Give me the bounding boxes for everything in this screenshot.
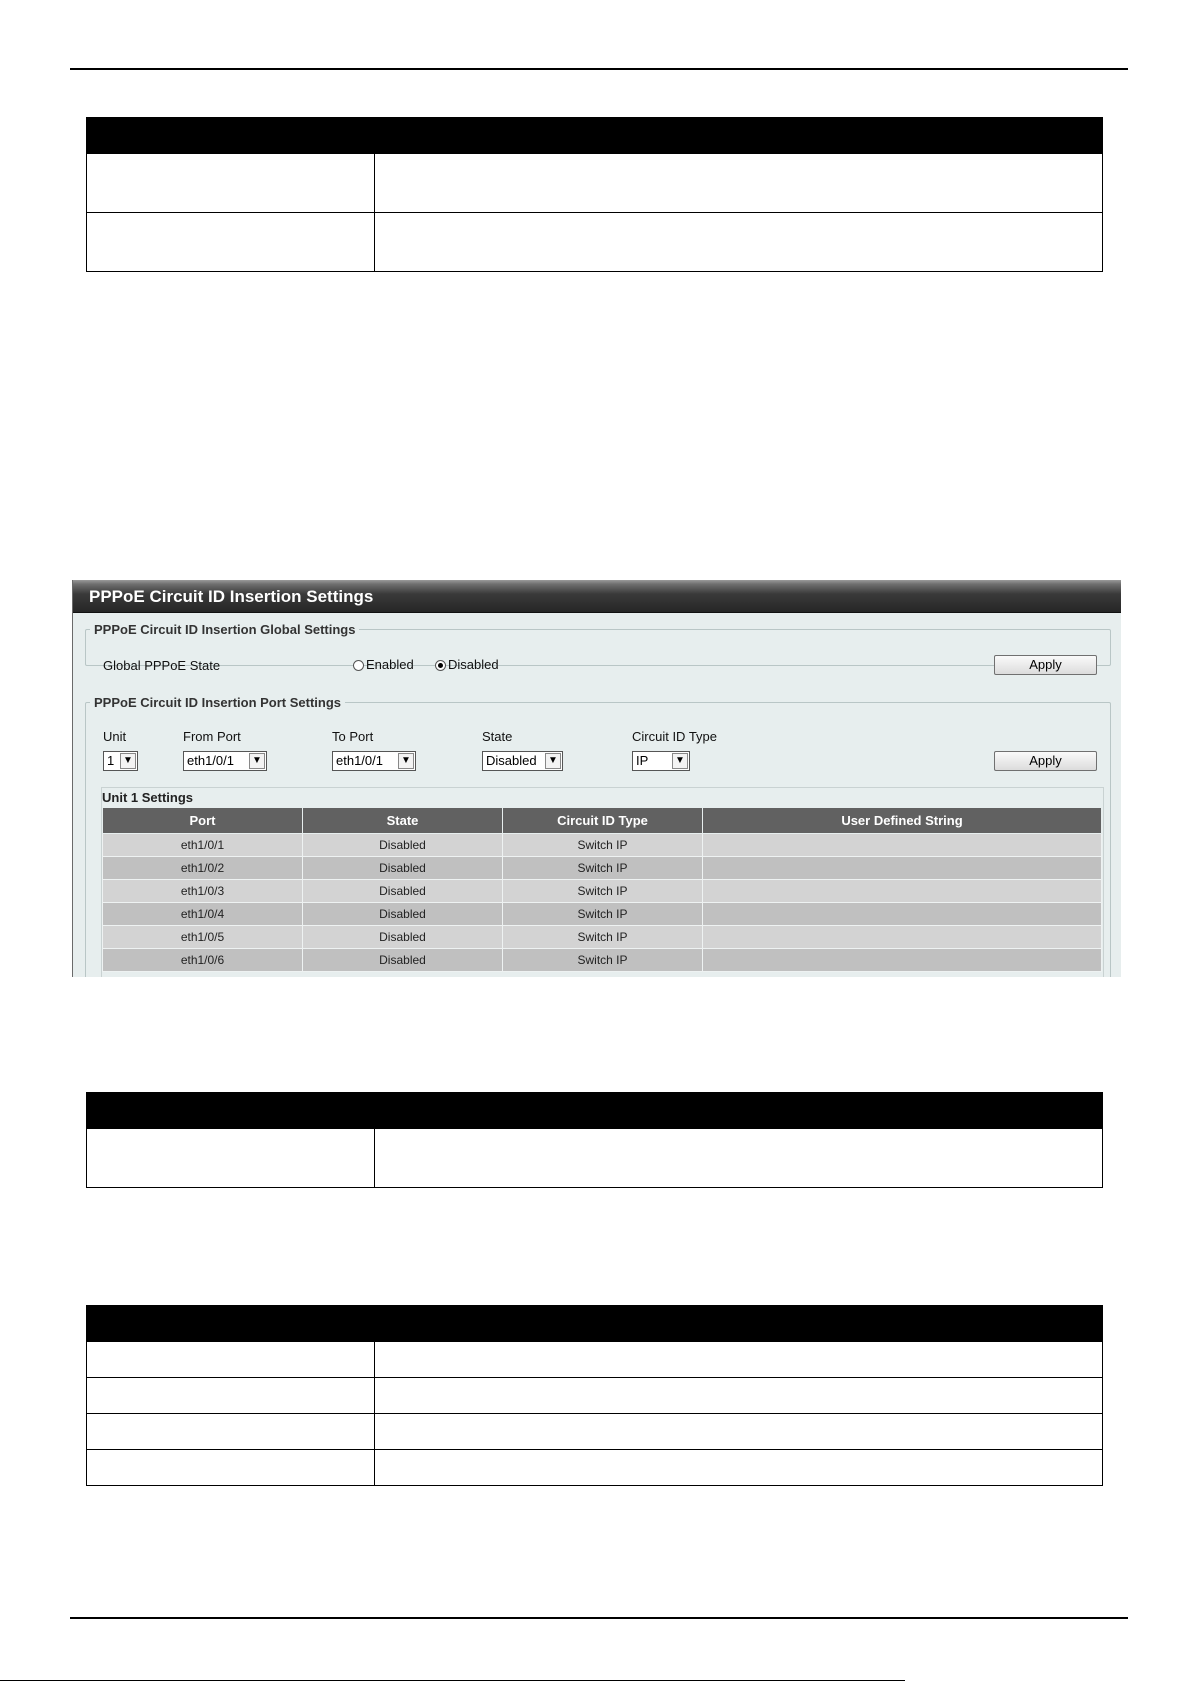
- circuit-id-type-cell: Switch IP: [503, 903, 703, 926]
- user-defined-string-cell: [703, 949, 1102, 972]
- column-header-user-defined-string: User Defined String: [703, 808, 1102, 834]
- doc-cell: [87, 154, 375, 213]
- global-pppoe-state-label: Global PPPoE State: [103, 658, 221, 673]
- global-settings-group: [85, 622, 1111, 666]
- table-row: [103, 949, 1102, 972]
- port-cell: eth1/0/3: [103, 880, 303, 903]
- table-row: [103, 834, 1102, 857]
- circuit-id-type-select-value: IP: [636, 753, 649, 768]
- doc-cell: [375, 1342, 1103, 1378]
- port-cell: eth1/0/5: [103, 926, 303, 949]
- user-defined-string-cell: [703, 903, 1102, 926]
- to-port-select[interactable]: [332, 751, 416, 771]
- disabled-radio-label: Disabled: [448, 657, 499, 672]
- chevron-down-icon: ▼: [672, 753, 688, 769]
- doc-cell: [87, 1450, 375, 1486]
- chevron-down-icon: ▼: [545, 753, 561, 769]
- doc-cell: [87, 1342, 375, 1378]
- footer-rule: [70, 1617, 1128, 1619]
- table-row: [103, 857, 1102, 880]
- port-settings-legend: PPPoE Circuit ID Insertion Port Settings: [94, 695, 342, 710]
- footer-underline: [0, 1680, 905, 1681]
- chevron-down-icon: ▼: [120, 753, 136, 769]
- port-cell: eth1/0/6: [103, 949, 303, 972]
- doc-cell: [375, 1378, 1103, 1414]
- from-port-select-value: eth1/0/1: [187, 753, 234, 768]
- state-label: State: [482, 729, 513, 744]
- table-row: [103, 926, 1102, 949]
- from-port-label: From Port: [183, 729, 241, 744]
- doc-table-1: [86, 117, 1103, 272]
- port-cell: eth1/0/4: [103, 903, 303, 926]
- column-header-port: Port: [103, 808, 303, 834]
- doc-cell: [87, 213, 375, 272]
- radio-unchecked-icon: [353, 660, 364, 671]
- doc-cell: [87, 1129, 375, 1188]
- unit-label: Unit: [103, 729, 127, 744]
- unit-settings-table: [102, 807, 1102, 972]
- chevron-down-icon: ▼: [398, 753, 414, 769]
- state-cell: Disabled: [303, 834, 503, 857]
- doc-table-3: [86, 1305, 1103, 1486]
- radio-checked-icon: [435, 660, 446, 671]
- doc-cell: [87, 1378, 375, 1414]
- doc-cell: [375, 1129, 1103, 1188]
- circuit-id-type-cell: Switch IP: [503, 834, 703, 857]
- state-cell: Disabled: [303, 949, 503, 972]
- port-cell: eth1/0/1: [103, 834, 303, 857]
- user-defined-string-cell: [703, 834, 1102, 857]
- to-port-select-value: eth1/0/1: [336, 753, 383, 768]
- user-defined-string-cell: [703, 926, 1102, 949]
- circuit-id-type-label: Circuit ID Type: [632, 729, 718, 744]
- table-row: [103, 880, 1102, 903]
- global-apply-button[interactable]: Apply: [994, 655, 1097, 675]
- disabled-radio[interactable]: [435, 657, 499, 672]
- enabled-radio-label: Enabled: [366, 657, 414, 672]
- doc-cell: [375, 1450, 1103, 1486]
- enabled-radio[interactable]: [353, 657, 414, 672]
- port-apply-button[interactable]: Apply: [994, 751, 1097, 771]
- state-select[interactable]: [482, 751, 563, 771]
- circuit-id-type-select[interactable]: [632, 751, 690, 771]
- unit-select-value: 1: [107, 753, 115, 768]
- doc-cell: [375, 213, 1103, 272]
- doc-cell: [375, 1414, 1103, 1450]
- column-header-state: State: [303, 808, 503, 834]
- circuit-id-type-cell: Switch IP: [503, 949, 703, 972]
- state-cell: Disabled: [303, 880, 503, 903]
- header-rule: [70, 68, 1128, 70]
- state-cell: Disabled: [303, 903, 503, 926]
- unit-settings-title: Unit 1 Settings: [102, 790, 194, 805]
- state-cell: Disabled: [303, 857, 503, 880]
- user-defined-string-cell: [703, 880, 1102, 903]
- unit-select[interactable]: [103, 751, 138, 771]
- to-port-label: To Port: [332, 729, 374, 744]
- port-cell: eth1/0/2: [103, 857, 303, 880]
- state-cell: Disabled: [303, 926, 503, 949]
- user-defined-string-cell: [703, 857, 1102, 880]
- state-select-value: Disabled: [486, 753, 537, 768]
- circuit-id-type-cell: Switch IP: [503, 880, 703, 903]
- chevron-down-icon: ▼: [249, 753, 265, 769]
- global-settings-legend: PPPoE Circuit ID Insertion Global Settings: [94, 622, 356, 637]
- from-port-select[interactable]: [183, 751, 267, 771]
- doc-cell: [87, 1414, 375, 1450]
- circuit-id-type-cell: Switch IP: [503, 926, 703, 949]
- doc-cell: [375, 154, 1103, 213]
- doc-table-2: [86, 1092, 1103, 1188]
- circuit-id-type-cell: Switch IP: [503, 857, 703, 880]
- table-row: [103, 903, 1102, 926]
- column-header-circuit-id-type: Circuit ID Type: [503, 808, 703, 834]
- pppoe-settings-panel: [72, 580, 1121, 977]
- panel-title: PPPoE Circuit ID Insertion Settings: [73, 580, 1121, 613]
